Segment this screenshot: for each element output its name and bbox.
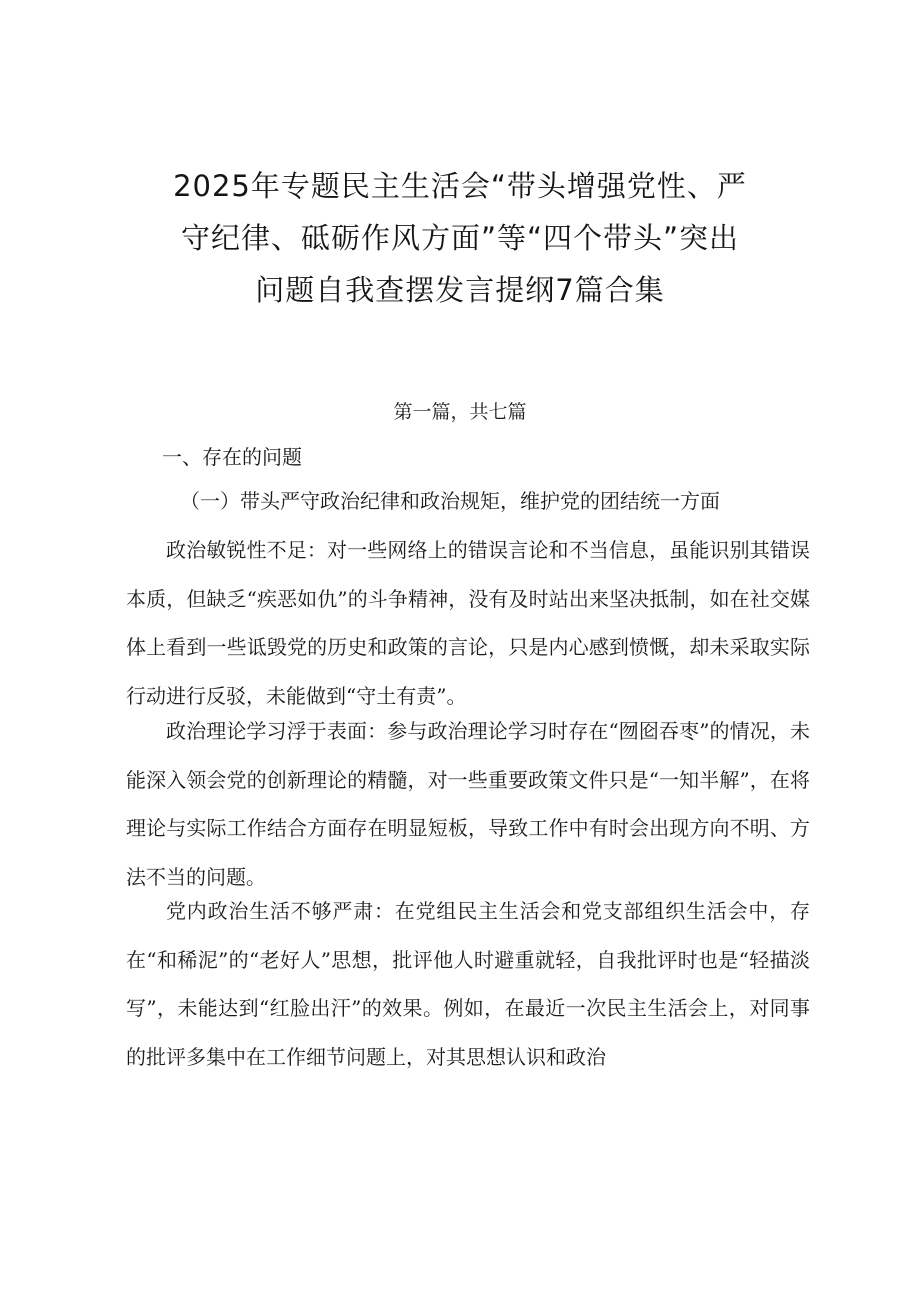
section-heading: 一、存在的问题 — [162, 445, 302, 469]
document-title — [140, 160, 780, 316]
body-paragraph: 党内政治生活不够严肃：在党组民主生活会和党支部组织生活会中，存在“和稀泥”的“老好人”思想，批评他人时避重就轻，自我批评时也是“轻描淡写”，未能达到“红脸出汗”的效果。例如，在最近一次民主生活会上，对同事的批评多集中在工作细节问题上，对其思想认识和政治 — [126, 899, 810, 1069]
subsection-heading: （一）带头严守政治纪律和政治规矩，维护党的团结统一方面 — [180, 489, 720, 513]
part-indicator: 第一篇，共七篇 — [393, 401, 527, 423]
title-line: 2025年专题民主生活会“带头增强党性、严 — [173, 169, 747, 203]
body-paragraph: 政治理论学习浮于表面：参与政治理论学习时存在“囫囵吞枣”的情况，未能深入领会党的创新理论的精髓，对一些重要政策文件只是“一知半解”，在将理论与实际工作结合方面存在明显短板，导致工作中有时会出现方向不明、方法不当的问题。 — [126, 719, 810, 889]
title-line: 问题自我查摆发言提纲7篇合集 — [255, 273, 665, 307]
title-line: 守纪律、砥砺作风方面”等“四个带头”突出 — [180, 221, 740, 255]
body-paragraph: 政治敏锐性不足：对一些网络上的错误言论和不当信息，虽能识别其错误本质，但缺乏“疾恶如仇”的斗争精神，没有及时站出来坚决抵制，如在社交媒体上看到一些诋毁党的历史和政策的言论，只是内心感到愤慨，却未采取实际行动进行反驳，未能做到“守土有责”。 — [126, 538, 810, 708]
